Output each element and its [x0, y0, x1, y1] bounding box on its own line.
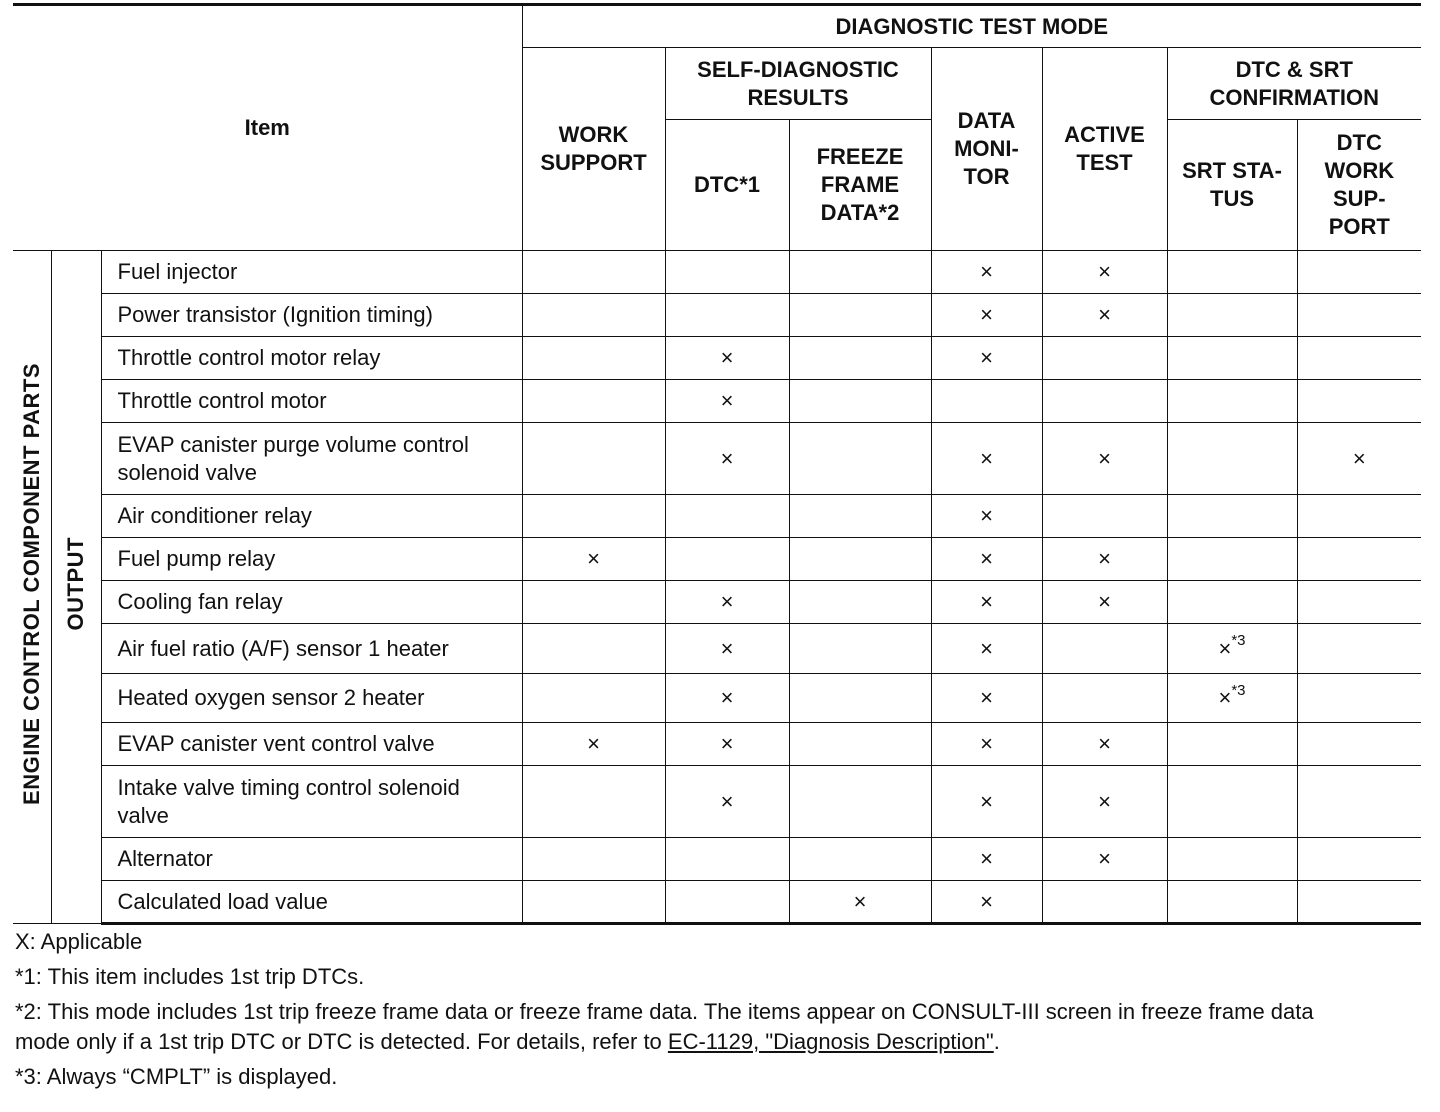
- cell-at: [1042, 624, 1167, 674]
- note-3: *3: Always “CMPLT” is displayed.: [15, 1064, 338, 1089]
- cell-at: ×: [1042, 581, 1167, 624]
- cell-dtc: ×: [665, 337, 789, 380]
- item-name: Cooling fan relay: [101, 581, 522, 624]
- cell-work: [522, 423, 665, 495]
- freeze-frame-data-header: FREEZE FRAME DATA*2: [789, 120, 931, 251]
- cell-ffd: [789, 495, 931, 538]
- cell-work: [522, 251, 665, 294]
- cell-dm: ×: [931, 624, 1042, 674]
- table-row: [13, 251, 1421, 294]
- table-row: [13, 495, 1421, 538]
- cell-dtc: ×: [665, 766, 789, 838]
- cell-dtc: ×: [665, 674, 789, 723]
- cell-dtc: ×: [665, 723, 789, 766]
- note-1: *1: This item includes 1st trip DTCs.: [15, 964, 365, 989]
- cell-dtc: [665, 294, 789, 337]
- cell-ffd: [789, 766, 931, 838]
- table-row: [13, 674, 1421, 723]
- item-name: EVAP canister purge volume control solenoid valve: [101, 423, 522, 495]
- table-body: [13, 251, 1421, 924]
- cell-dws: ×: [1297, 423, 1421, 495]
- cell-srt: [1167, 581, 1297, 624]
- cell-work: [522, 495, 665, 538]
- cell-dm: ×: [931, 337, 1042, 380]
- cell-dtc: [665, 838, 789, 881]
- cell-dws: [1297, 538, 1421, 581]
- cell-srt: [1167, 294, 1297, 337]
- table-row: [13, 337, 1421, 380]
- cell-ffd: [789, 251, 931, 294]
- cell-dws: [1297, 581, 1421, 624]
- cell-at: ×: [1042, 294, 1167, 337]
- cell-dws: [1297, 495, 1421, 538]
- table-row: [13, 624, 1421, 674]
- cell-srt: [1167, 380, 1297, 423]
- item-name: Heated oxygen sensor 2 heater: [101, 674, 522, 723]
- cell-srt: [1167, 766, 1297, 838]
- group-label: ENGINE CONTROL COMPONENT PARTS: [18, 362, 44, 805]
- cell-work: [522, 881, 665, 924]
- cell-dm: [931, 380, 1042, 423]
- subgroup-label-cell: [51, 251, 101, 924]
- cell-srt: [1167, 723, 1297, 766]
- item-name: Power transistor (Ignition timing): [101, 294, 522, 337]
- cell-dtc: [665, 881, 789, 924]
- cell-dws: [1297, 674, 1421, 723]
- cell-ffd: [789, 337, 931, 380]
- item-name: Air fuel ratio (A/F) sensor 1 heater: [101, 624, 522, 674]
- diagnosis-description-link[interactable]: EC-1129, "Diagnosis Description": [667, 1029, 994, 1054]
- cell-dtc: ×: [665, 423, 789, 495]
- cell-at: [1042, 881, 1167, 924]
- item-name: Alternator: [101, 838, 522, 881]
- cell-at: [1042, 337, 1167, 380]
- cell-srt: [1167, 624, 1297, 674]
- footnotes: [15, 927, 1425, 1097]
- item-header: Item: [13, 5, 522, 251]
- cell-srt: [1167, 251, 1297, 294]
- footnote-3-marker: *3: [1231, 681, 1246, 699]
- cell-dws: [1297, 251, 1421, 294]
- table-row: [13, 423, 1421, 495]
- self-diagnostic-results-header: SELF-DIAGNOSTIC RESULTS: [665, 48, 931, 120]
- cell-ffd: [789, 380, 931, 423]
- cell-dm: ×: [931, 723, 1042, 766]
- item-name: Intake valve timing control solenoid valve: [101, 766, 522, 838]
- cell-srt: [1167, 337, 1297, 380]
- applicable-mark: ×: [1218, 635, 1232, 661]
- cell-at: ×: [1042, 766, 1167, 838]
- data-monitor-header: DATA MONI- TOR: [931, 48, 1042, 251]
- cell-at: ×: [1042, 423, 1167, 495]
- cell-dws: [1297, 766, 1421, 838]
- cell-ffd: [789, 294, 931, 337]
- table-row: [13, 538, 1421, 581]
- dtc-srt-confirmation-header: DTC & SRT CONFIRMATION: [1167, 48, 1421, 120]
- cell-dm: ×: [931, 251, 1042, 294]
- item-name: Fuel pump relay: [101, 538, 522, 581]
- cell-dm: ×: [931, 881, 1042, 924]
- dtc1-header: DTC*1: [665, 120, 789, 251]
- table-row: [13, 766, 1421, 838]
- cell-dtc: ×: [665, 624, 789, 674]
- diagnostic-test-mode-header: DIAGNOSTIC TEST MODE: [522, 5, 1421, 48]
- cell-at: [1042, 495, 1167, 538]
- cell-at: ×: [1042, 838, 1167, 881]
- diagnostic-test-mode-table: [13, 3, 1421, 925]
- subgroup-label: OUTPUT: [63, 536, 88, 631]
- cell-at: ×: [1042, 251, 1167, 294]
- table-row: [13, 294, 1421, 337]
- item-name: Calculated load value: [101, 881, 522, 924]
- cell-at: [1042, 674, 1167, 723]
- cell-dtc: ×: [665, 380, 789, 423]
- cell-ffd: [789, 423, 931, 495]
- cell-dm: ×: [931, 423, 1042, 495]
- note-applicable: X: Applicable: [15, 929, 143, 954]
- cell-work: ×: [522, 723, 665, 766]
- cell-ffd: [789, 581, 931, 624]
- cell-ffd: [789, 674, 931, 723]
- cell-ffd: [789, 838, 931, 881]
- cell-dws: [1297, 723, 1421, 766]
- srt-status-header: SRT STA- TUS: [1167, 120, 1297, 251]
- cell-srt: [1167, 881, 1297, 924]
- cell-dtc: [665, 538, 789, 581]
- cell-dm: ×: [931, 538, 1042, 581]
- cell-at: [1042, 380, 1167, 423]
- cell-work: [522, 294, 665, 337]
- cell-work: [522, 674, 665, 723]
- cell-srt: [1167, 538, 1297, 581]
- cell-work: [522, 337, 665, 380]
- cell-dm: ×: [931, 766, 1042, 838]
- cell-dm: ×: [931, 294, 1042, 337]
- cell-dm: ×: [931, 495, 1042, 538]
- cell-srt: [1167, 423, 1297, 495]
- cell-dws: [1297, 624, 1421, 674]
- cell-work: [522, 624, 665, 674]
- cell-dtc: ×: [665, 581, 789, 624]
- table-row: [13, 380, 1421, 423]
- table-row: [13, 838, 1421, 881]
- active-test-header: ACTIVE TEST: [1042, 48, 1167, 251]
- cell-at: ×: [1042, 723, 1167, 766]
- note-2: *2: This mode includes 1st trip freeze frame data or freeze frame data. The items appear on CONSULT-III screen in freeze frame data mode only if a 1st trip DTC or DTC is detected. For details, refer to EC-1129, "Diagnosis Description".: [15, 999, 1314, 1054]
- cell-ffd: [789, 624, 931, 674]
- item-name: Air conditioner relay: [101, 495, 522, 538]
- cell-at: ×: [1042, 538, 1167, 581]
- cell-srt: [1167, 674, 1297, 723]
- cell-ffd: [789, 538, 931, 581]
- cell-work: ×: [522, 538, 665, 581]
- cell-dtc: [665, 251, 789, 294]
- cell-ffd: ×: [789, 881, 931, 924]
- footnote-3-marker: *3: [1231, 632, 1246, 650]
- cell-dws: [1297, 380, 1421, 423]
- applicable-mark: ×: [1218, 685, 1232, 710]
- cell-srt: [1167, 495, 1297, 538]
- cell-work: [522, 581, 665, 624]
- cell-dws: [1297, 337, 1421, 380]
- cell-work: [522, 838, 665, 881]
- cell-work: [522, 380, 665, 423]
- item-name: Throttle control motor: [101, 380, 522, 423]
- group-label-cell: [13, 251, 51, 924]
- cell-work: [522, 766, 665, 838]
- cell-srt: [1167, 838, 1297, 881]
- work-support-header: WORK SUPPORT: [522, 48, 665, 251]
- cell-dm: ×: [931, 581, 1042, 624]
- cell-dm: ×: [931, 674, 1042, 723]
- cell-ffd: [789, 723, 931, 766]
- dtc-work-support-header: DTC WORK SUP- PORT: [1297, 120, 1421, 251]
- table-row: [13, 881, 1421, 924]
- cell-dws: [1297, 294, 1421, 337]
- table-row: [13, 723, 1421, 766]
- cell-dtc: [665, 495, 789, 538]
- table-row: [13, 581, 1421, 624]
- item-name: EVAP canister vent control valve: [101, 723, 522, 766]
- cell-dm: ×: [931, 838, 1042, 881]
- cell-dws: [1297, 838, 1421, 881]
- cell-dws: [1297, 881, 1421, 924]
- item-name: Throttle control motor relay: [101, 337, 522, 380]
- item-name: Fuel injector: [101, 251, 522, 294]
